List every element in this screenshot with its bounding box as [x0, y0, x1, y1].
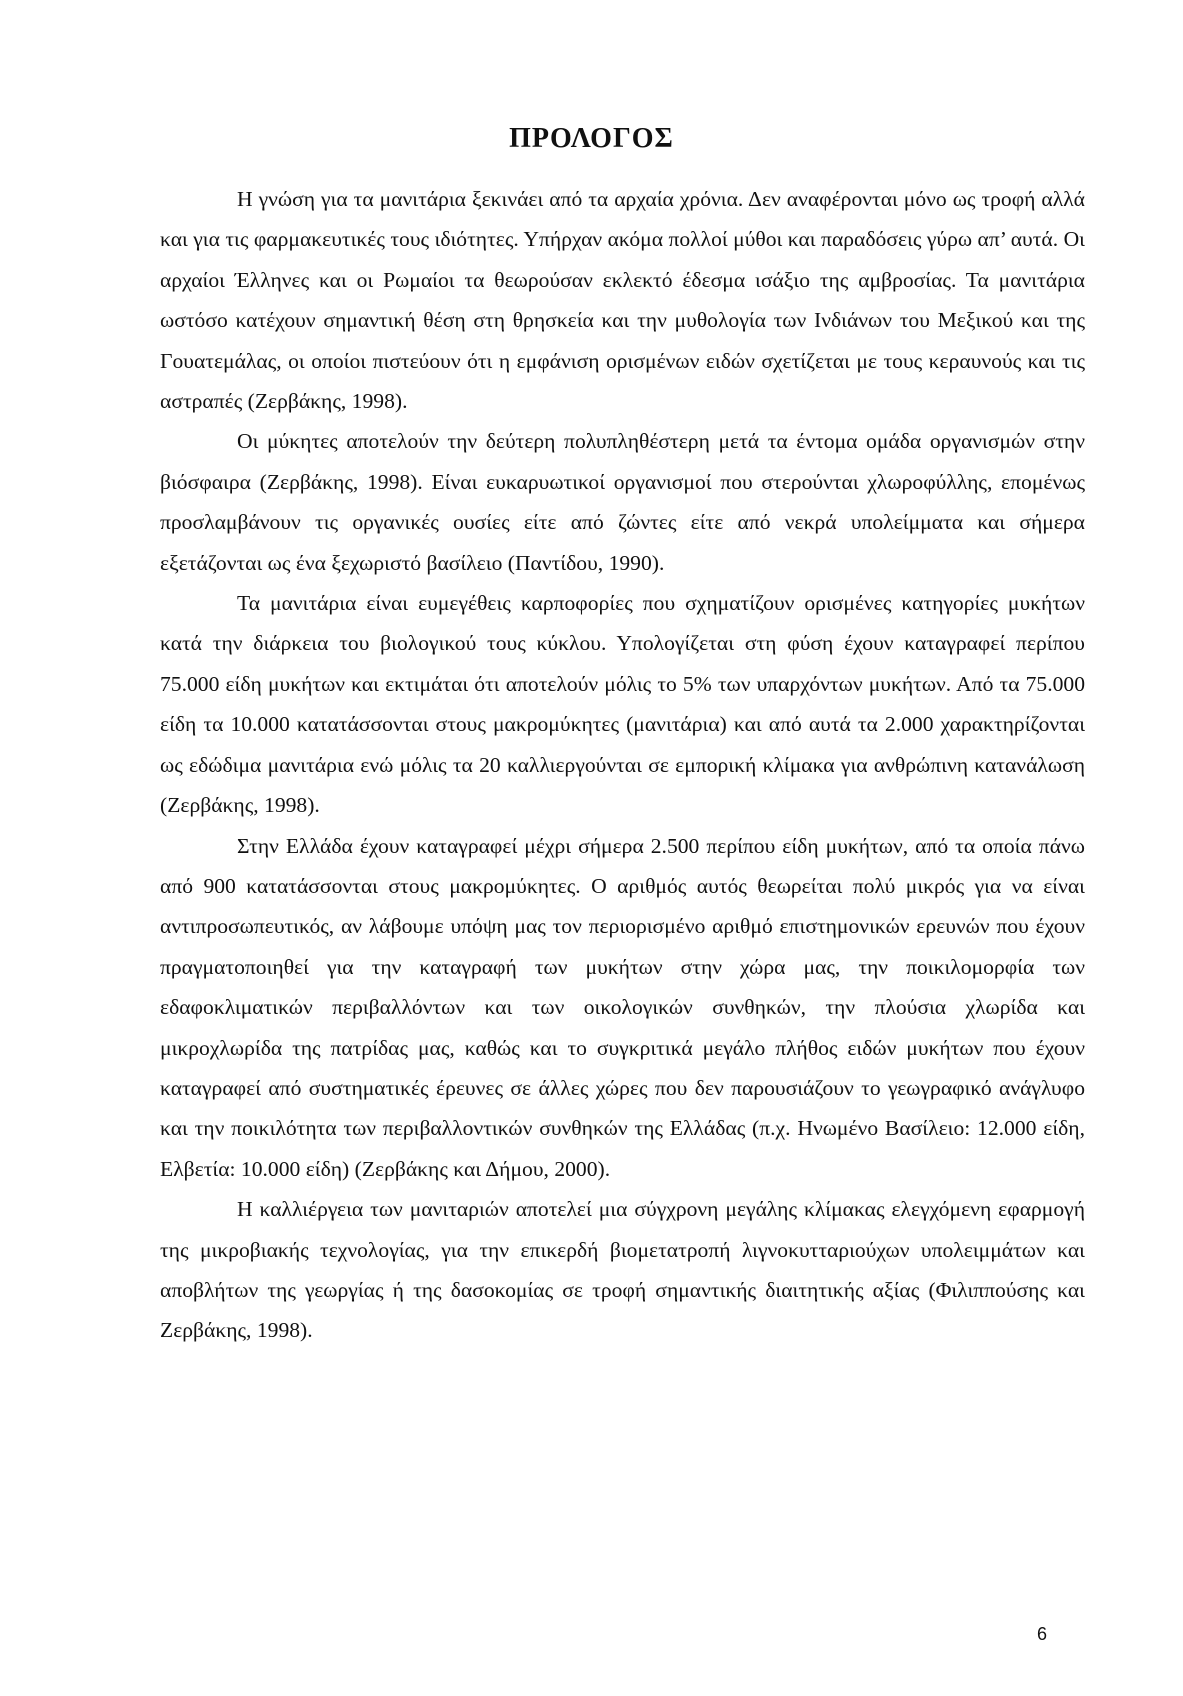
body-text [160, 179, 1085, 1351]
paragraph-4: Στην Ελλάδα έχουν καταγραφεί μέχρι σήμερα 2.500 περίπου είδη μυκήτων, από τα οποία πάνω από 900 κατατάσσονται στους μακρομύκητες. Ο αριθμός αυτός θεωρείται πολύ μικρός για να είναι αντιπροσωπευτικός, αν λάβουμε υπόψη μας τον περιορισμένο αριθμό επιστημονικών ερευνών που έχουν πραγματοποιηθεί για την καταγραφή των μυκήτων στην χώρα μας, την ποικιλομορφία των εδαφοκλιματικών περιβαλλόντων και των οικολογικών συνθηκών, την πλούσια χλωρίδα και μικροχλωρίδα της πατρίδας μας, καθώς και το συγκριτικά μεγάλο πλήθος ειδών μυκήτων που έχουν καταγραφεί από συστηματικές έρευνες σε άλλες χώρες που δεν παρουσιάζουν το γεωγραφικό ανάγλυφο και την ποικιλότητα των περιβαλλοντικών συνθηκών της Ελλάδας (π.χ. Ηνωμένο Βασίλειο: 12.000 είδη, Ελβετία: 10.000 είδη) (Ζερβάκης και Δήμου, 2000). [160, 833, 1085, 1181]
paragraph-3: Τα μανιτάρια είναι ευμεγέθεις καρποφορίες που σχηματίζουν ορισμένες κατηγορίες μυκήτων κατά την διάρκεια του βιολογικού τους κύκλου. Υπολογίζεται στη φύση έχουν καταγραφεί περίπου 75.000 είδη μυκήτων και εκτιμάται ότι αποτελούν μόλις το 5% των υπαρχόντων μυκήτων. Από τα 75.000 είδη τα 10.000 κατατάσσονται στους μακρομύκητες (μανιτάρια) και από αυτά τα 2.000 χαρακτηρίζονται ως εδώδιμα μανιτάρια ενώ μόλις τα 20 καλλιεργούνται σε εμπορική κλίμακα για ανθρώπινη κατανάλωση (Ζερβάκης, 1998). [160, 591, 1085, 818]
page-title: ΠΡΟΛΟΓΟΣ [509, 123, 674, 154]
paragraph-1: Η γνώση για τα μανιτάρια ξεκινάει από τα αρχαία χρόνια. Δεν αναφέρονται μόνο ως τροφή αλλά και για τις φαρμακευτικές τους ιδιότητες. Υπήρχαν ακόμα πολλοί μύθοι και παραδόσεις γύρω απ’ αυτά. Οι αρχαίοι Έλληνες και οι Ρωμαίοι τα θεωρούσαν εκλεκτό έδεσμα ισάξιο της αμβροσίας. Τα μανιτάρια ωστόσο κατέχουν σημαντική θέση στη θρησκεία και την μυθολογία των Ινδιάνων του Μεξικού και της Γουατεμάλας, οι οποίοι πιστεύουν ότι η εμφάνιση ορισμένων ειδών σχετίζεται με τους κεραυνούς και τις αστραπές (Ζερβάκης, 1998). [160, 187, 1085, 414]
paragraph-5: Η καλλιέργεια των μανιταριών αποτελεί μια σύγχρονη μεγάλης κλίμακας ελεγχόμενη εφαρμογή της μικροβιακής τεχνολογίας, για την επικερδή βιομετατροπή λιγνοκυτταριούχων υπολειμμάτων και αποβλήτων της γεωργίας ή της δασοκομίας σε τροφή σημαντικής διαιτητικής αξίας (Φιλιππούσης και Ζερβάκης, 1998). [160, 1197, 1085, 1343]
page-number: 6 [1036, 1624, 1047, 1644]
paragraph-2: Οι μύκητες αποτελούν την δεύτερη πολυπληθέστερη μετά τα έντομα ομάδα οργανισμών στην βιόσφαιρα (Ζερβάκης, 1998). Είναι ευκαρυωτικοί οργανισμοί που στερούνται χλωροφύλλης, επομένως προσλαμβάνουν τις οργανικές ουσίες είτε από ζώντες είτε από νεκρά υπολείμματα και σήμερα εξετάζονται ως ένα ξεχωριστό βασίλειο (Παντίδου, 1990). [160, 429, 1085, 575]
